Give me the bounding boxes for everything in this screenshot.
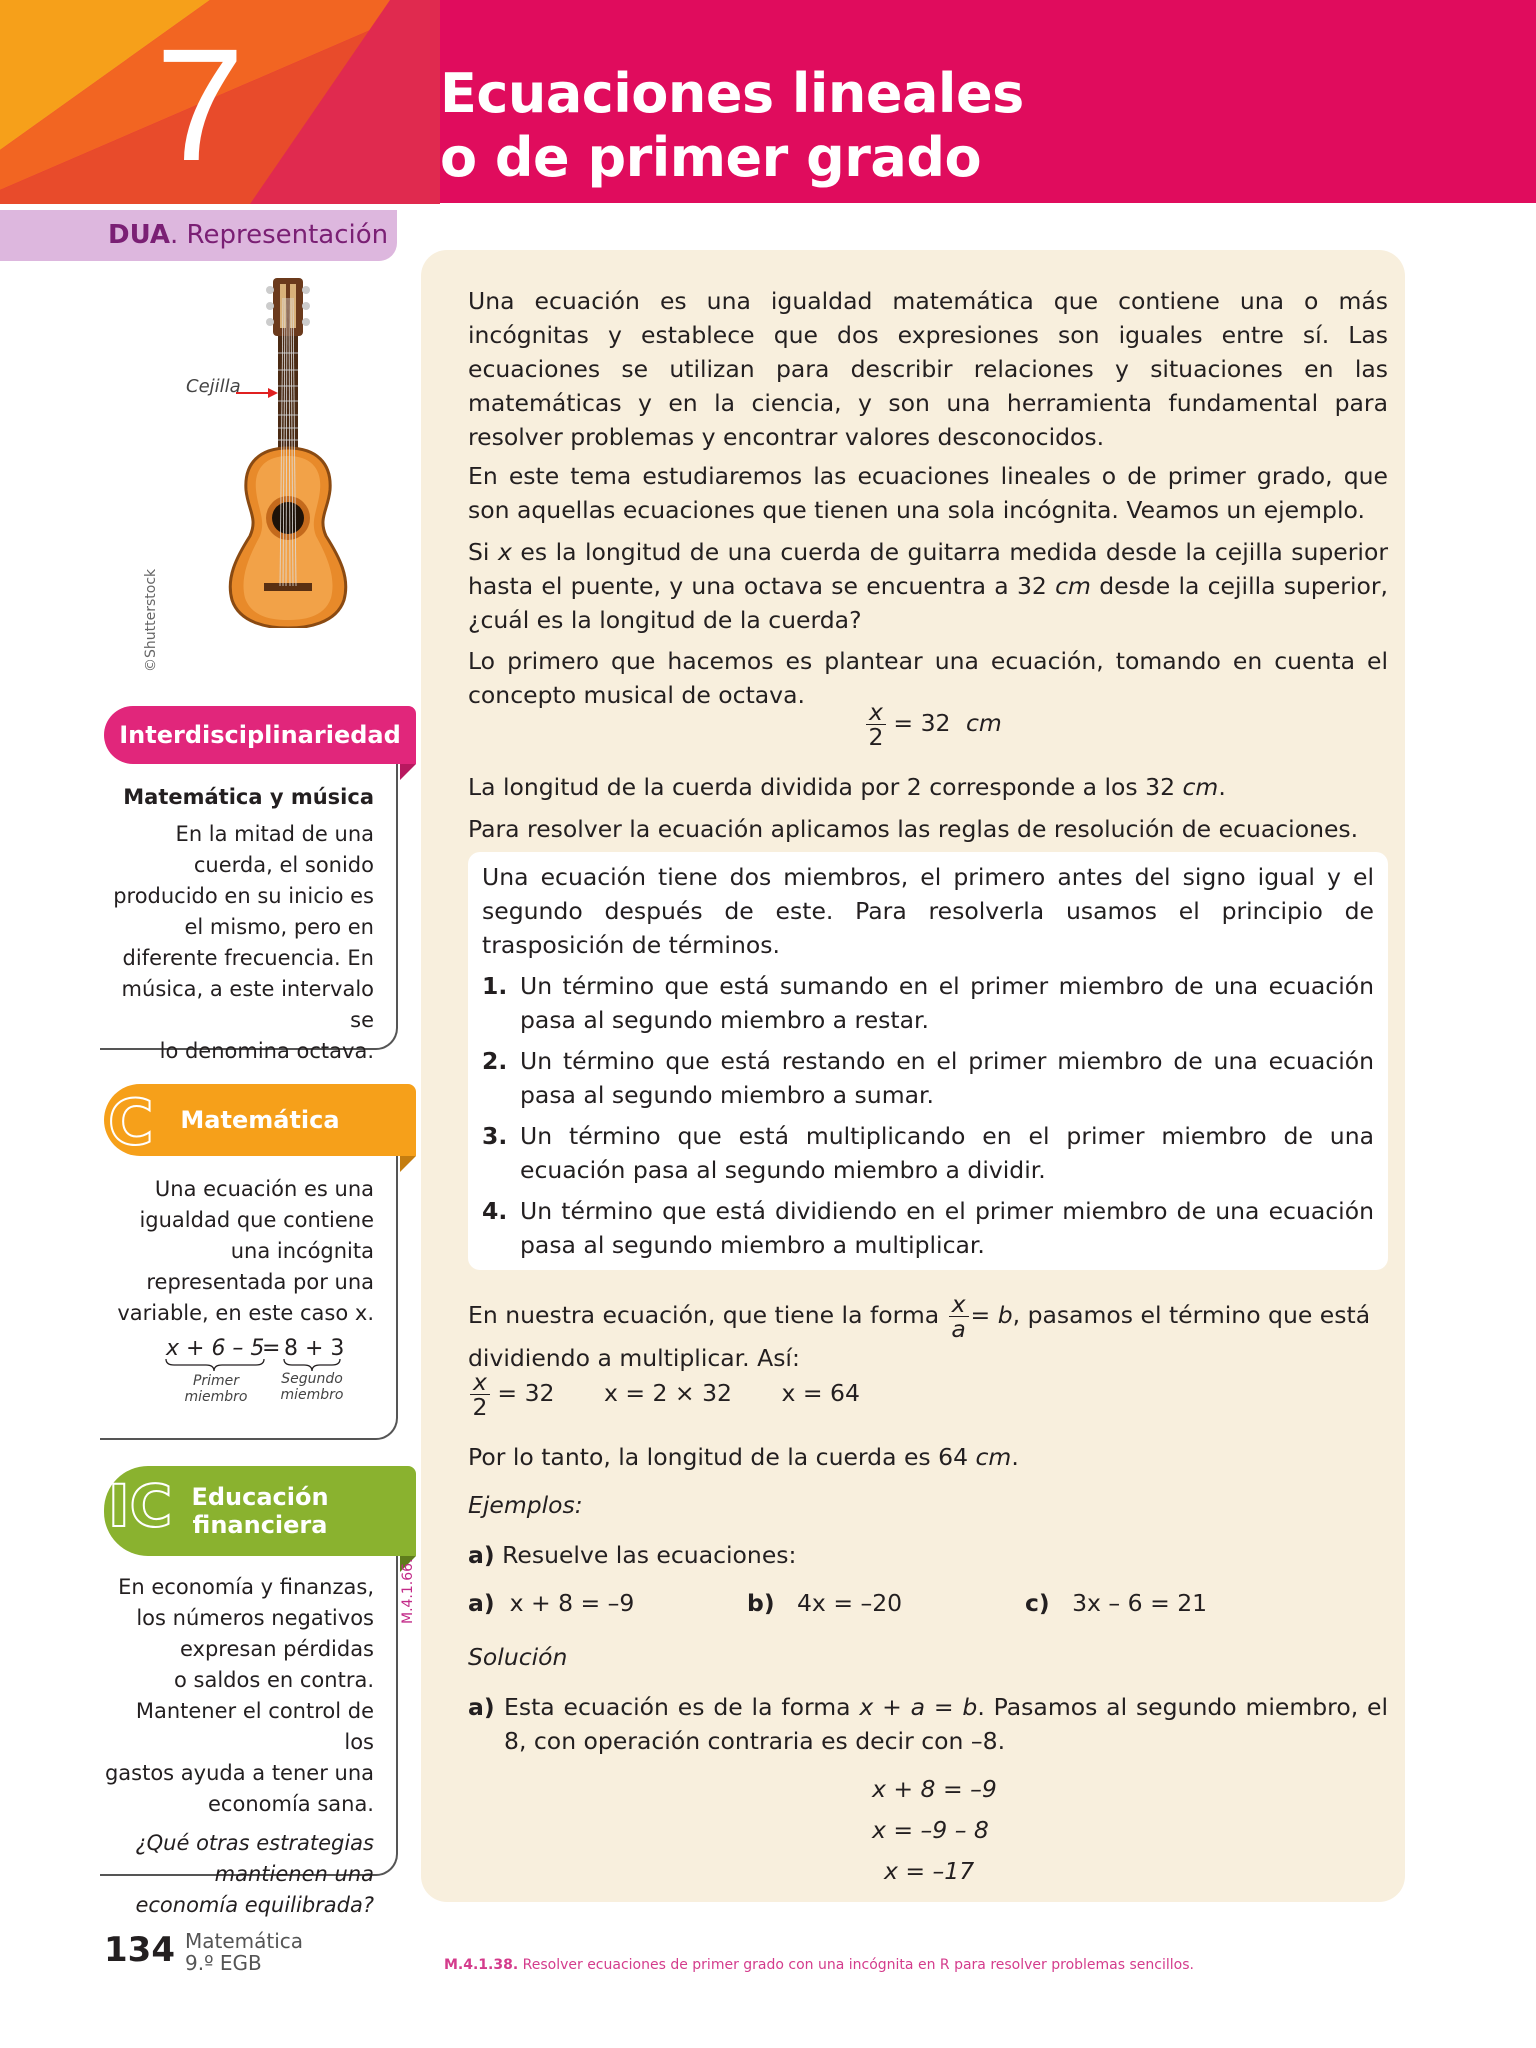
eq1-rest: = 32 [893, 709, 951, 737]
financiera-logo-icon: IC [108, 1472, 173, 1540]
exercise-c [1025, 1586, 1207, 1620]
rule-text: Un término que está multiplicando en el primer miembro de una ecuación pasa al segundo miembro a dividir. [520, 1122, 1374, 1184]
example-instruction [468, 1538, 1388, 1572]
exercise-c-eq: 3x – 6 = 21 [1072, 1589, 1208, 1617]
inter-tail [400, 764, 416, 780]
first-member-label [176, 1373, 256, 1405]
rule-item [482, 1044, 1374, 1112]
fin-line: economía sana. [208, 1792, 374, 1816]
fin-line: gastos ayuda a tener una [104, 1761, 374, 1785]
paragraph-topic: En este tema estudiaremos las ecuaciones lineales o de primer grado, que son aquellas ecuaciones que tienen una sola incógnita. Veamos un ejemplo. [468, 462, 1388, 524]
equation-octave [866, 700, 1002, 749]
p7-a: En nuestra ecuación, que tiene la forma [468, 1301, 940, 1329]
frac-den: 2 [868, 723, 884, 751]
p3-a: Si [468, 538, 498, 566]
frac-den: a [951, 1315, 966, 1343]
financiera-box [100, 1556, 398, 1917]
p7-b: , pasamos el término que está dividiendo a multiplicar. Así: [468, 1301, 1371, 1372]
footer-skill-text: Resolver ecuaciones de primer grado con una incógnita en R para resolver problemas sencillos. [518, 1957, 1194, 1973]
fin-line: Mantener el control de los [135, 1699, 374, 1754]
eq2-step2: x = 2 × 32 [603, 1379, 732, 1407]
rule-text: Un término que está restando en el primer miembro de una ecuación pasa al segundo miembro a sumar. [520, 1047, 1374, 1109]
example-a-label: a) [468, 1541, 495, 1569]
rule-number: 3. [482, 1122, 508, 1150]
interdisciplinariedad-subtitle: Matemática y música [123, 785, 374, 809]
brace-equation [100, 1333, 374, 1407]
inter-line: En la mitad de una [175, 822, 374, 846]
fraction-x-over-2-b [470, 1370, 490, 1419]
rule-text: Un término que está dividiendo en el primer miembro de una ecuación pasa al segundo miembro a multiplicar. [520, 1197, 1374, 1259]
inter-line: cuerda, el sonido [193, 853, 374, 877]
exercise-a [468, 1586, 634, 1620]
p3-x: x [497, 538, 512, 566]
exercise-a-label: a) [468, 1589, 495, 1617]
chapter-number: 7 [155, 15, 245, 194]
p3-c: desde la cejilla superior, ¿cuál es la longitud de la cuerda? [468, 572, 1388, 634]
fin-line: En economía y finanzas, [118, 1575, 374, 1599]
mat-line: representada por una [146, 1270, 374, 1294]
footer-skill-code: M.4.1.38. [444, 1957, 519, 1973]
fin-line: los números negativos [136, 1606, 374, 1630]
fraction-x-over-a [949, 1292, 969, 1341]
p8-cm: cm [975, 1443, 1012, 1471]
p5-b: . [1218, 773, 1226, 801]
second-member-word1: Segundo [281, 1371, 343, 1387]
side-skill-code: M.4.1.66. [400, 1558, 416, 1624]
exercise-b-eq: 4x = –20 [796, 1589, 903, 1617]
cejilla-label: Cejilla [186, 376, 241, 397]
mat-tail [400, 1156, 416, 1172]
paragraph-length [468, 770, 1388, 804]
mat-line: variable, en este caso x. [117, 1301, 374, 1325]
paragraph-problem [468, 535, 1388, 637]
matematica-logo-icon: C [108, 1086, 154, 1159]
eq2-step1: = 32 [497, 1379, 555, 1407]
second-member-word2: miembro [280, 1387, 344, 1403]
example-a-text: Resuelve las ecuaciones: [502, 1541, 797, 1569]
mat-line: una incógnita [230, 1239, 374, 1263]
first-member-word2: miembro [184, 1389, 248, 1405]
subject-name: Matemática [185, 1929, 304, 1953]
fin-question-line: economía equilibrada? [135, 1893, 374, 1917]
exercise-b-label: b) [747, 1589, 775, 1617]
chapter-title [440, 62, 1024, 190]
solution-form: x + a = b [859, 1693, 978, 1721]
subject-block [185, 1930, 303, 1974]
exercise-a-eq: x + 8 = –9 [509, 1589, 635, 1617]
paragraph-plan: Lo primero que hacemos es plantear una ecuación, tomando en cuenta el concepto musical de octava. [468, 647, 1388, 709]
p7-eq: = b [970, 1301, 1013, 1329]
rule-item [482, 1194, 1374, 1262]
chapter-title-line1: Ecuaciones lineales [440, 62, 1024, 125]
frac-num: x [949, 1292, 969, 1317]
solution-a-label: a) [468, 1693, 495, 1721]
eq1-unit: cm [965, 709, 1002, 737]
exercise-b [747, 1586, 902, 1620]
solution-text-a: Esta ecuación es de la forma [504, 1693, 860, 1721]
exercise-c-label: c) [1025, 1589, 1050, 1617]
p3-b: es la longitud de una cuerda de guitarra medida desde la cejilla superior hasta el puente, y una octava se encuentra a 32 [468, 538, 1388, 600]
rule-text: Un término que está sumando en el primer miembro de una ecuación pasa al segundo miembro a restar. [520, 972, 1374, 1034]
inter-line: música, a este intervalo se [121, 977, 374, 1032]
ejemplos-heading: Ejemplos: [468, 1491, 583, 1519]
paragraph-form [468, 1292, 1388, 1375]
solution-step3: x = –17 [884, 1857, 975, 1885]
solution-step2: x = –9 – 8 [872, 1816, 989, 1844]
footer-skill [444, 1957, 1194, 1973]
frac-num: x [470, 1370, 490, 1395]
fin-question-line: ¿Qué otras estrategias [135, 1831, 374, 1855]
fin-line: o saldos en contra. [174, 1668, 374, 1692]
guitar-image [200, 278, 380, 628]
eq-equals: = [262, 1336, 281, 1361]
inter-line: el mismo, pero en [184, 915, 374, 939]
frac-den: 2 [472, 1393, 488, 1421]
frac-num: x [866, 700, 886, 725]
dua-bold: DUA [108, 220, 171, 250]
eq-left-member: x + 6 – 5 [166, 1336, 265, 1361]
paragraph-result [468, 1440, 1388, 1474]
first-member-word1: Primer [192, 1373, 240, 1389]
solution-step1: x + 8 = –9 [872, 1775, 997, 1803]
chapter-title-line2: o de primer grado [440, 126, 982, 189]
rules-box-intro: Una ecuación tiene dos miembros, el primero antes del signo igual y el segundo después de este. Para resolverla usamos el principio de trasposición de términos. [482, 863, 1374, 959]
interdisciplinariedad-header: Interdisciplinariedad [104, 706, 416, 764]
p5-cm: cm [1182, 773, 1219, 801]
inter-line: diferente frecuencia. En [122, 946, 374, 970]
p8-a: Por lo tanto, la longitud de la cuerda es 64 [468, 1443, 976, 1471]
fin-line: expresan pérdidas [179, 1637, 374, 1661]
matematica-title: Matemática [180, 1106, 340, 1134]
p3-cm: cm [1055, 572, 1091, 600]
p8-b: . [1011, 1443, 1019, 1471]
eq-right-member: 8 + 3 [284, 1336, 345, 1361]
matematica-box [100, 1156, 398, 1440]
grade-name: 9.º EGB [185, 1951, 262, 1975]
financiera-title-line2: financiera [192, 1511, 328, 1539]
mat-line: Una ecuación es una [154, 1177, 374, 1201]
fin-question-line: mantienen una [214, 1862, 374, 1886]
solucion-heading: Solución [468, 1643, 568, 1671]
p5-a: La longitud de la cuerda dividida por 2 corresponde a los 32 [468, 773, 1183, 801]
rule-number: 1. [482, 972, 508, 1000]
photo-credit: ©Shutterstock [143, 568, 159, 672]
rule-item [482, 1119, 1374, 1187]
rule-item [482, 969, 1374, 1037]
dua-ribbon [0, 210, 397, 261]
equation-steps [470, 1370, 860, 1419]
financiera-title-line1: Educación [191, 1483, 329, 1511]
interdisciplinariedad-box [100, 764, 398, 1063]
paragraph-rules-intro: Para resolver la ecuación aplicamos las reglas de resolución de ecuaciones. [468, 815, 1359, 843]
page-number: 134 [104, 1930, 175, 1970]
inter-line: lo denomina octava. [159, 1039, 374, 1063]
rule-number: 4. [482, 1197, 508, 1225]
rule-number: 2. [482, 1047, 508, 1075]
solution-a [468, 1690, 1388, 1758]
financiera-question [100, 1828, 374, 1921]
fraction-x-over-2 [866, 700, 886, 749]
paragraph-intro: Una ecuación es una igualdad matemática que contiene una o más incógnitas y establece que dos expresiones son iguales entre sí. Las ecuaciones se utilizan para describir relaciones y situaciones en las matemáticas y en la ciencia, y son una herramienta fundamental para resolver problemas y encontrar valores desconocidos. [468, 287, 1388, 451]
mat-line: igualdad que contiene [139, 1208, 374, 1232]
second-member-label [272, 1371, 352, 1403]
dua-rest: . Representación [170, 220, 389, 250]
inter-line: producido en su inicio es [113, 884, 374, 908]
eq2-step3: x = 64 [781, 1379, 860, 1407]
solution-text-b: . Pasamos al segundo miembro, el 8, con operación contraria es decir con –8. [504, 1693, 1388, 1755]
